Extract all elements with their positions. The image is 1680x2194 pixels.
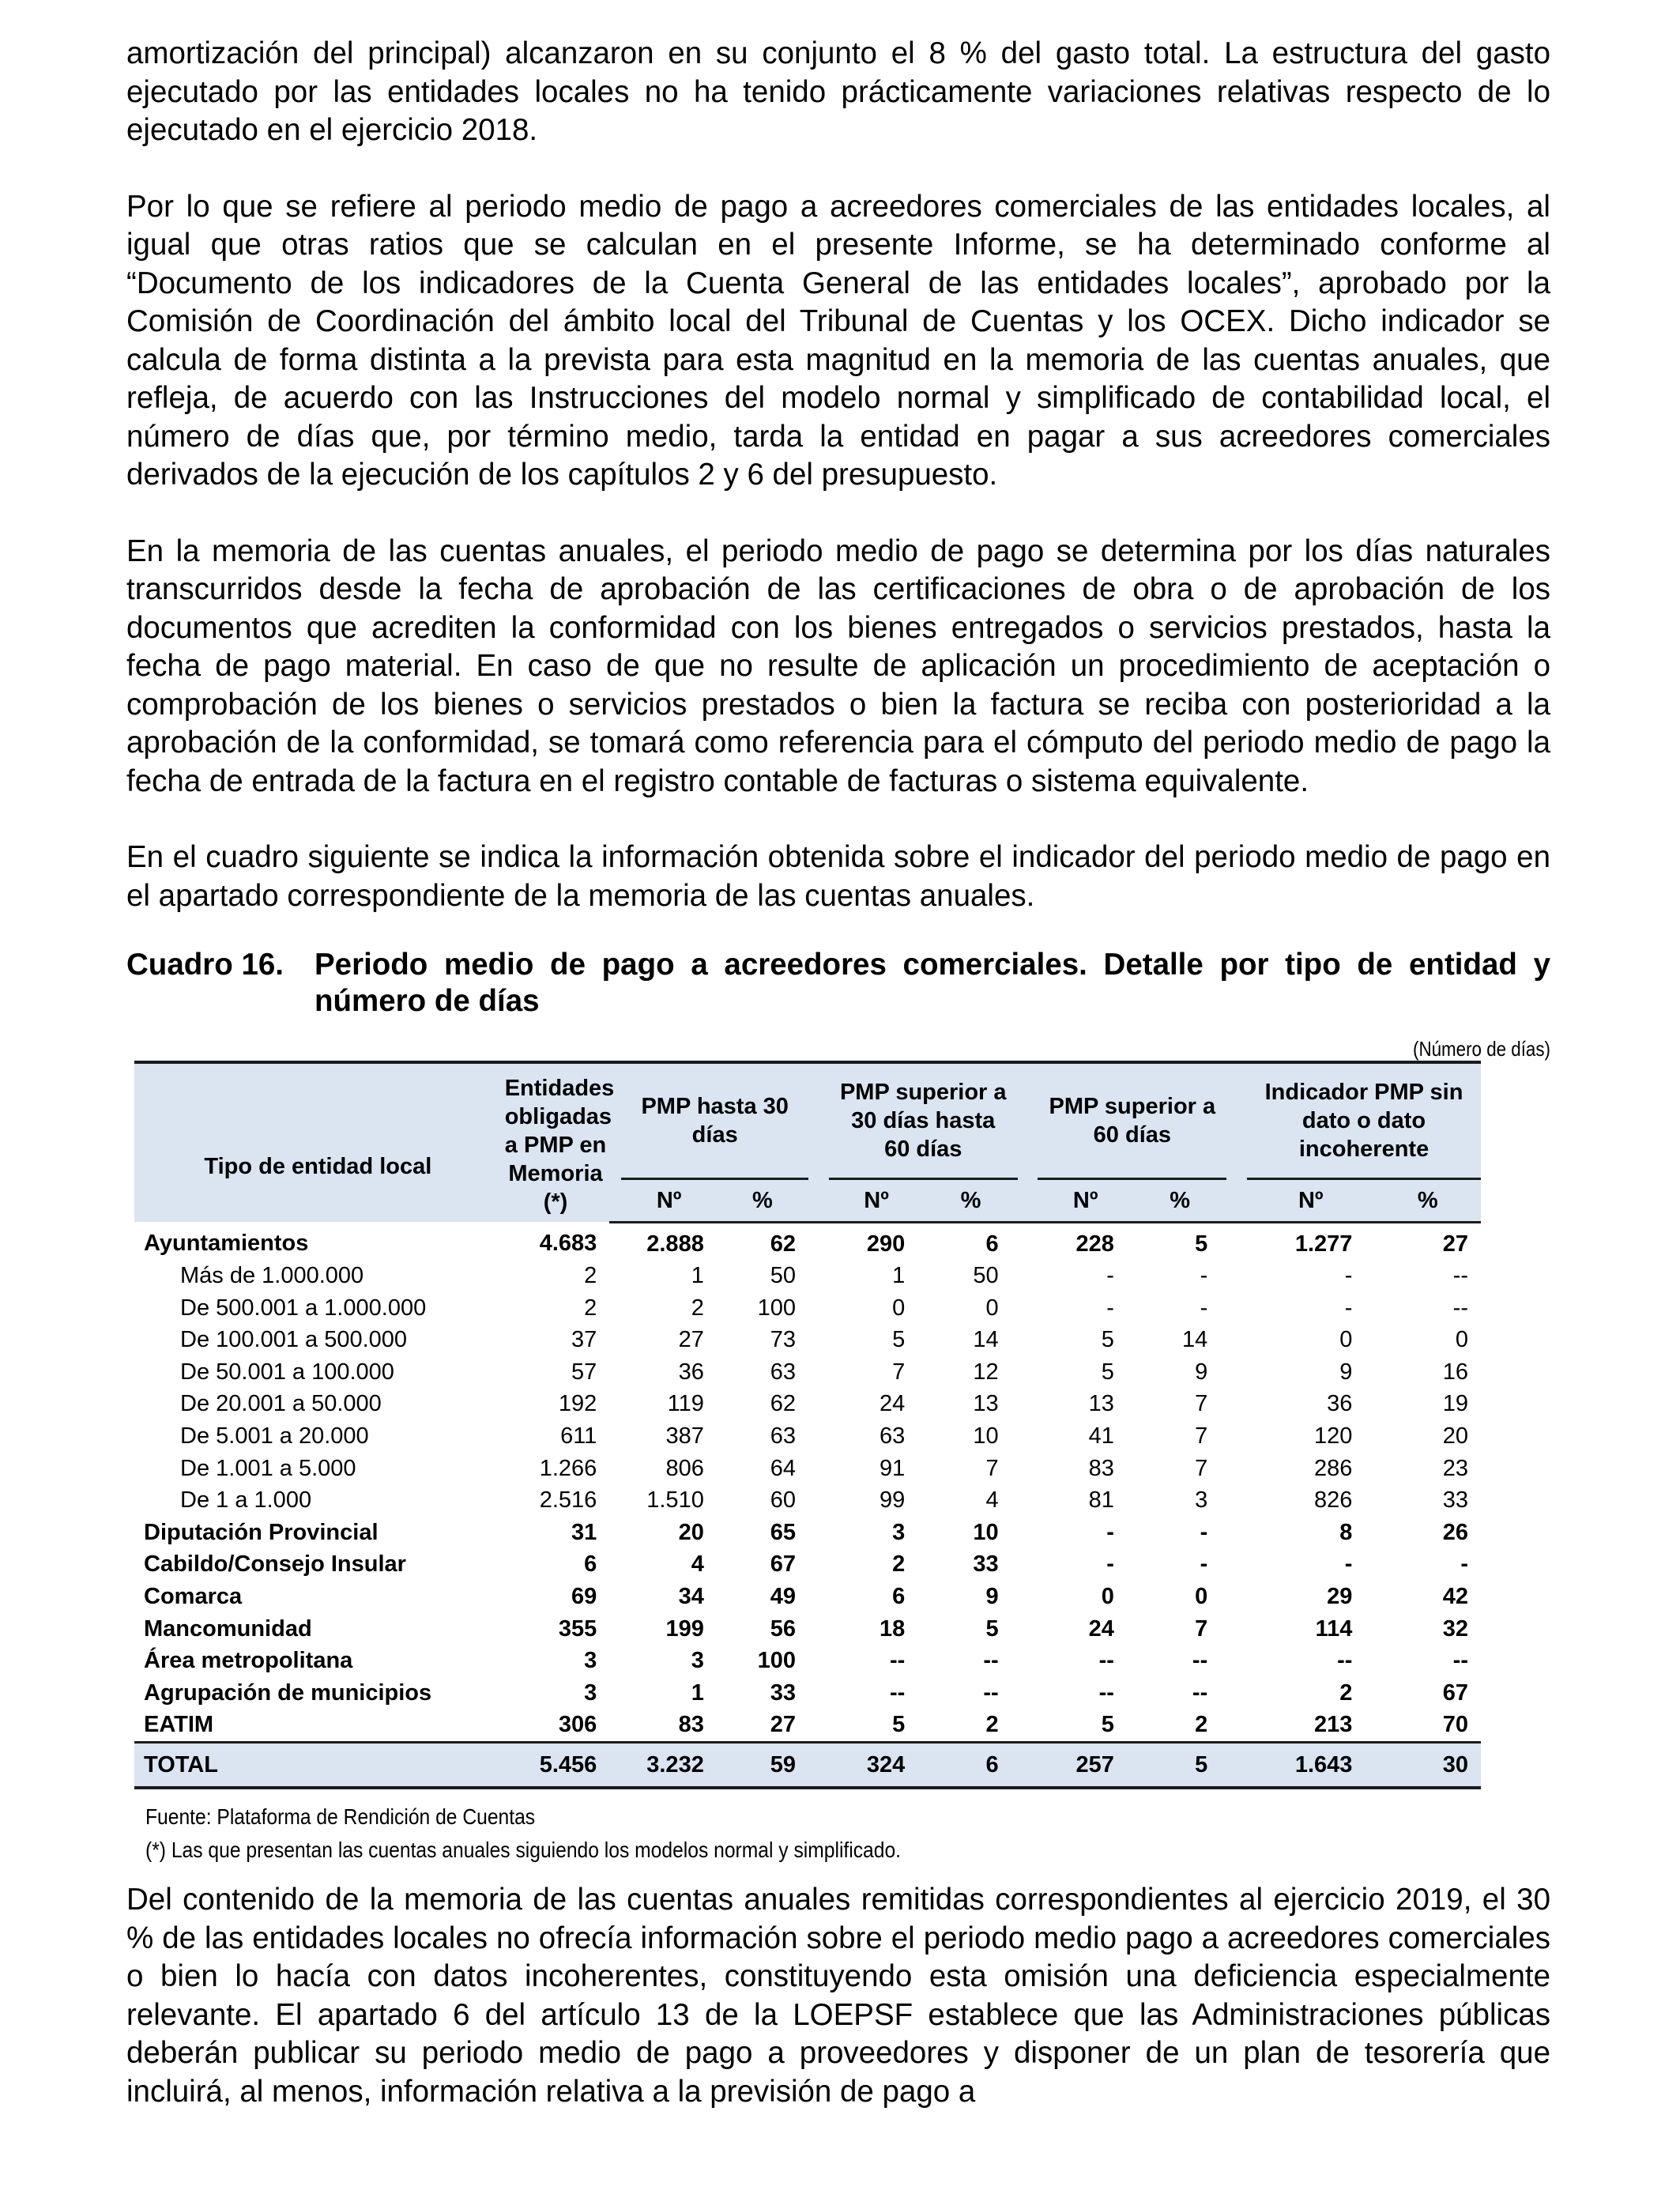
spacer-cell (808, 1548, 829, 1581)
table-cell: 324 (829, 1743, 924, 1789)
row-label: De 50.001 a 100.000 (180, 1359, 394, 1385)
table-cell: 27 (678, 1327, 704, 1353)
table-cell: 2 (691, 1295, 704, 1321)
spacer-cell (808, 1613, 829, 1646)
spacer-cell (1018, 1484, 1038, 1517)
table-cell: 31 (571, 1519, 597, 1545)
table-cell: 5 (1101, 1327, 1114, 1353)
table-cell: 1.643 (1247, 1743, 1374, 1789)
table-row (134, 1356, 1481, 1389)
spacer-cell (609, 1517, 621, 1549)
table-cell: 5.456 (502, 1743, 610, 1789)
spacer-cell (1226, 1743, 1247, 1789)
paragraph-5: Del contenido de la memoria de las cuentas anuales remitidas correspondientes al ejercicio 2019, el 30 % de las entidades locales no ofrecía información sobre el periodo medio pago a acreedores comerciales o bien lo hacía con datos incoherentes, constituyendo esta omisión una deficiencia especialmente relevante. El apartado 6 del artículo 13 de la LOEPSF establece que las Administraciones públicas deberán publicar su periodo medio de pago a proveedores y disponer de un plan de tesorería que incluirá, al menos, información relativa a la previsión de pago a (126, 1883, 1550, 2109)
table-cell: 36 (1327, 1391, 1353, 1417)
table-cell: 3 (584, 1679, 597, 1706)
subheader-n: Nº (1247, 1178, 1374, 1222)
spacer-cell (1018, 1420, 1038, 1453)
table-cell: 3 (892, 1519, 906, 1545)
table-cell: 12 (973, 1359, 999, 1385)
spacer-cell (1018, 1613, 1038, 1646)
spacer-cell (1018, 1453, 1038, 1485)
spacer-cell (609, 1743, 621, 1789)
table-cell: -- (889, 1648, 906, 1674)
table-cell: 81 (1088, 1487, 1114, 1514)
table-cell: 69 (571, 1584, 597, 1610)
table-cell: -- (1452, 1648, 1468, 1674)
table-cell: 290 (866, 1231, 906, 1257)
table-cell: 306 (558, 1712, 597, 1738)
table-cell: 63 (770, 1359, 797, 1385)
spacer-cell (1226, 1548, 1247, 1581)
table-cell: -- (1098, 1648, 1114, 1674)
table-cell: 24 (880, 1391, 906, 1417)
table-cell: 83 (1088, 1455, 1114, 1481)
spacer-cell (808, 1517, 829, 1549)
row-label: Área metropolitana (144, 1648, 353, 1674)
header-group-2: PMP superior a 30 días hasta 60 días (829, 1062, 1018, 1178)
table-cell: - (1200, 1551, 1208, 1578)
spacer-cell (808, 1581, 829, 1613)
table-cell: 33 (770, 1679, 797, 1706)
table-cell: 27 (770, 1712, 797, 1738)
spacer-cell (609, 1260, 621, 1292)
spacer-cell (1226, 1645, 1247, 1677)
table-row (134, 1677, 1481, 1710)
header-tipo: Tipo de entidad local (134, 1062, 502, 1222)
table-cell: -- (1452, 1263, 1468, 1289)
table-cell: 3.232 (621, 1743, 716, 1789)
table-row (134, 1222, 1481, 1260)
table-cell: -- (983, 1679, 999, 1706)
row-label: TOTAL (134, 1743, 502, 1789)
table-cell: 6 (584, 1551, 597, 1578)
table-cell: 6 (892, 1584, 906, 1610)
spacer-cell (808, 1260, 829, 1292)
header-group-1: PMP hasta 30 días (621, 1062, 808, 1178)
table-cell: 1.510 (646, 1487, 704, 1514)
table-cell: 5 (1101, 1359, 1114, 1385)
spacer-cell (609, 1292, 621, 1325)
table-cell: 23 (1442, 1455, 1468, 1481)
table-cell: 192 (558, 1391, 597, 1417)
spacer-cell (808, 1222, 829, 1260)
spacer-cell (1018, 1709, 1038, 1742)
spacer-cell (808, 1453, 829, 1485)
table-cell: 5 (892, 1327, 906, 1353)
table-cell: - (1106, 1551, 1114, 1578)
table-caption (126, 947, 1550, 1020)
table-cell: 13 (1088, 1391, 1114, 1417)
table-row (134, 1517, 1481, 1549)
table-cell: 5 (892, 1712, 906, 1738)
table-cell: 32 (1442, 1615, 1468, 1642)
table-cell: -- (1192, 1679, 1208, 1706)
spacer-cell (1226, 1420, 1247, 1453)
table-cell: 5 (1133, 1743, 1226, 1789)
spacer-cell (808, 1484, 829, 1517)
table-cell: 611 (560, 1423, 597, 1449)
spacer-cell (1226, 1292, 1247, 1325)
table-row (134, 1453, 1481, 1485)
spacer-cell (1226, 1613, 1247, 1646)
table-cell: 62 (770, 1391, 797, 1417)
spacer-cell (1226, 1388, 1247, 1420)
table-cell: 63 (880, 1423, 906, 1449)
table-cell: 8 (1339, 1519, 1353, 1545)
subheader-n: Nº (621, 1178, 716, 1222)
spacer-cell (1226, 1356, 1247, 1389)
paragraph-1: amortización del principal) alcanzaron en su conjunto el 8 % del gasto total. La estructura del gasto ejecutado por las entidades locales no ha tenido prácticamente variaciones relativas respecto de lo ejecutado en el ejercicio 2018. (126, 36, 1550, 147)
table-cell: - (1200, 1519, 1208, 1545)
table-cell: 10 (973, 1519, 999, 1545)
spacer-cell (1018, 1222, 1038, 1260)
table-cell: 7 (892, 1359, 906, 1385)
paragraph-3: En la memoria de las cuentas anuales, el periodo medio de pago se determina por los días naturales transcurridos desde la fecha de aprobación de las certificaciones de obra o de aprobación de los documentos que acrediten la conformidad con los bienes entregados o servicios prestados, hasta la fecha de pago material. En caso de que no resulte de aplicación un procedimiento de aceptación o comprobación de los bienes o servicios prestados o bien la factura se reciba con posterioridad a la aprobación de la conformidad, se tomará como referencia para el cómputo del periodo medio de pago la fecha de entrada de la factura en el registro contable de facturas o sistema equivalente. (126, 533, 1550, 798)
table-cell: 1 (691, 1263, 704, 1289)
table-cell: 0 (985, 1295, 999, 1321)
table-cell: 2.516 (539, 1487, 597, 1514)
table-cell: 60 (770, 1487, 797, 1514)
spacer-cell (1018, 1677, 1038, 1710)
table-cell: 33 (973, 1551, 999, 1578)
table-cell: - (1460, 1551, 1468, 1578)
table-cell: 24 (1088, 1615, 1114, 1642)
source-note: Fuente: Plataforma de Rendición de Cuentas (145, 1804, 536, 1829)
table-row (134, 1260, 1481, 1292)
spacer-cell (609, 1709, 621, 1742)
table-cell: 7 (1195, 1423, 1208, 1449)
table-body (134, 1222, 1481, 1788)
spacer-cell (1018, 1517, 1038, 1549)
table-cell: 199 (665, 1615, 704, 1642)
table-cell: 37 (571, 1327, 597, 1353)
table-cell: 16 (1442, 1359, 1468, 1385)
spacer-cell (609, 1388, 621, 1420)
table-cell: 70 (1442, 1712, 1468, 1738)
paragraph-4: En el cuadro siguiente se indica la información obtenida sobre el indicador del periodo medio de pago en el apartado correspondiente de la memoria de las cuentas anuales. (126, 840, 1550, 913)
table-cell: 83 (678, 1712, 704, 1738)
table-cell: 9 (1195, 1359, 1208, 1385)
table-cell: 1 (892, 1263, 906, 1289)
table-cell: 57 (571, 1359, 597, 1385)
spacer-cell (609, 1645, 621, 1677)
spacer-cell (609, 1581, 621, 1613)
table-cell: 2 (584, 1263, 597, 1289)
spacer-cell (609, 1484, 621, 1517)
spacer-cell (808, 1388, 829, 1420)
spacer-cell (1226, 1677, 1247, 1710)
table-cell: 826 (1314, 1487, 1353, 1514)
table-cell: 9 (985, 1584, 999, 1610)
subheader-pct: % (1133, 1178, 1226, 1222)
table-cell: 4 (691, 1551, 704, 1578)
table-cell: 56 (770, 1615, 797, 1642)
table-cell: 2 (892, 1551, 906, 1578)
spacer-cell (609, 1548, 621, 1581)
row-label: Comarca (144, 1584, 243, 1610)
pmp-table (134, 1061, 1481, 1789)
spacer-cell (1018, 1645, 1038, 1677)
spacer-cell (808, 1743, 829, 1789)
table-cell: 1.277 (1294, 1231, 1353, 1257)
table-cell: 4 (985, 1487, 999, 1514)
table-cell: 2 (1195, 1712, 1208, 1738)
table-cell: 91 (880, 1455, 906, 1481)
document-page (126, 35, 1550, 2111)
table-cell: 30 (1374, 1743, 1481, 1789)
units-note: (Número de días) (1413, 1037, 1550, 1061)
row-label: Cabildo/Consejo Insular (144, 1551, 406, 1578)
table-cell: 20 (1442, 1423, 1468, 1449)
spacer-cell (1018, 1292, 1038, 1325)
row-label: Agrupación de municipios (144, 1679, 432, 1706)
table-cell: - (1106, 1295, 1114, 1321)
table-cell: - (1106, 1519, 1114, 1545)
spacer-cell (609, 1420, 621, 1453)
spacer-cell (1226, 1324, 1247, 1356)
table-cell: 0 (1195, 1584, 1208, 1610)
table-cell: 50 (973, 1263, 999, 1289)
table-cell: 18 (880, 1615, 906, 1642)
header-group-3: PMP superior a 60 días (1038, 1062, 1226, 1178)
table-cell: 355 (558, 1615, 597, 1642)
header-obligadas: Entidades obligadas a PMP en Memoria (*) (502, 1062, 610, 1222)
table-cell: 2.888 (646, 1231, 704, 1257)
table-cell: - (1344, 1263, 1353, 1289)
table-cell: 2 (584, 1295, 597, 1321)
table-cell: 62 (770, 1231, 797, 1257)
table-cell: 13 (973, 1391, 999, 1417)
table-cell: 34 (678, 1584, 704, 1610)
table-cell: 286 (1314, 1455, 1353, 1481)
table-cell: - (1106, 1263, 1114, 1289)
table-cell: 5 (1195, 1231, 1208, 1257)
table-cell: 42 (1442, 1584, 1468, 1610)
table-cell: 19 (1442, 1391, 1468, 1417)
table-cell: -- (1337, 1648, 1353, 1674)
table-cell: 27 (1442, 1231, 1468, 1257)
spacer-cell (808, 1645, 829, 1677)
table-cell: 41 (1088, 1423, 1114, 1449)
header-group-4: Indicador PMP sin dato o dato incoherente (1247, 1062, 1481, 1178)
row-label: De 1 a 1.000 (180, 1487, 312, 1514)
table-cell: 2 (985, 1712, 999, 1738)
table-cell: 7 (1195, 1615, 1208, 1642)
table-cell: 65 (770, 1519, 797, 1545)
spacer-cell (1226, 1581, 1247, 1613)
row-label: Diputación Provincial (144, 1519, 379, 1545)
spacer-cell (1226, 1453, 1247, 1485)
table-cell: 26 (1442, 1519, 1468, 1545)
table-cell: - (1344, 1551, 1353, 1578)
table-row (134, 1645, 1481, 1677)
table-cell: 1 (691, 1679, 704, 1706)
spacer-cell (808, 1709, 829, 1742)
spacer-cell (1226, 1517, 1247, 1549)
spacer-cell (808, 1420, 829, 1453)
table-cell: 2 (1339, 1679, 1353, 1706)
table-cell: 5 (1101, 1712, 1114, 1738)
subheader-n: Nº (1038, 1178, 1132, 1222)
caption-number: Cuadro 16. (126, 948, 284, 982)
table-cell: 67 (770, 1551, 797, 1578)
table-cell: 0 (1339, 1327, 1353, 1353)
spacer-cell (808, 1356, 829, 1389)
row-label: Mancomunidad (144, 1615, 312, 1642)
spacer-cell (808, 1292, 829, 1325)
spacer-cell (808, 1677, 829, 1710)
spacer-cell (1018, 1581, 1038, 1613)
spacer-cell (609, 1356, 621, 1389)
spacer-cell (609, 1613, 621, 1646)
table-cell: 9 (1339, 1359, 1353, 1385)
spacer-cell (1018, 1548, 1038, 1581)
table-cell: - (1200, 1263, 1208, 1289)
row-label: Más de 1.000.000 (180, 1263, 364, 1289)
row-label: Ayuntamientos (144, 1230, 309, 1256)
row-label: EATIM (144, 1712, 214, 1738)
row-label: De 500.001 a 1.000.000 (180, 1295, 427, 1321)
table-cell: 50 (770, 1263, 797, 1289)
subheader-n: Nº (829, 1178, 924, 1222)
table-row (134, 1613, 1481, 1646)
footnote: (*) Las que presentan las cuentas anuales siguiendo los modelos normal y simplificado. (145, 1838, 902, 1862)
spacer-cell (609, 1324, 621, 1356)
table-cell: 228 (1075, 1231, 1114, 1257)
table-cell: - (1344, 1295, 1353, 1321)
table-cell: 3 (1195, 1487, 1208, 1514)
spacer-cell (1018, 1356, 1038, 1389)
table-cell: 7 (985, 1455, 999, 1481)
table-cell: 3 (584, 1648, 597, 1674)
table-cell: 29 (1327, 1584, 1353, 1610)
spacer-cell (609, 1453, 621, 1485)
table-row (134, 1581, 1481, 1613)
spacer-cell (1018, 1388, 1038, 1420)
table-cell: 120 (1314, 1423, 1353, 1449)
table-cell: 5 (985, 1615, 999, 1642)
table-cell: 10 (973, 1423, 999, 1449)
row-label: De 5.001 a 20.000 (180, 1423, 369, 1449)
caption-title: Periodo medio de pago a acreedores comerciales. Detalle por tipo de entidad y número de días (315, 948, 1550, 1018)
table-cell: 0 (1455, 1327, 1468, 1353)
table-cell: -- (889, 1679, 906, 1706)
table-cell: 73 (770, 1327, 797, 1353)
table-cell: 100 (757, 1295, 797, 1321)
table-cell: - (1200, 1295, 1208, 1321)
subheader-pct: % (717, 1178, 808, 1222)
table-cell: 119 (667, 1391, 704, 1417)
table-cell: 4.683 (539, 1230, 597, 1256)
spacer-cell (1226, 1709, 1247, 1742)
table-cell: 14 (973, 1327, 999, 1353)
table-cell: 0 (892, 1295, 906, 1321)
table-cell: 99 (880, 1487, 906, 1514)
table-cell: 67 (1442, 1679, 1468, 1706)
spacer-cell (1226, 1222, 1247, 1260)
row-label: De 20.001 a 50.000 (180, 1391, 382, 1417)
table-cell: 387 (665, 1423, 704, 1449)
subheader-pct: % (1374, 1178, 1481, 1222)
table-row (134, 1420, 1481, 1453)
spacer-cell (1018, 1743, 1038, 1789)
table-cell: 7 (1195, 1455, 1208, 1481)
spacer-cell (609, 1677, 621, 1710)
row-label: De 100.001 a 500.000 (180, 1327, 408, 1353)
table-cell: 49 (770, 1584, 797, 1610)
table-cell: 64 (770, 1455, 797, 1481)
table-cell: 59 (717, 1743, 808, 1789)
table-row (134, 1324, 1481, 1356)
table-cell: 3 (691, 1648, 704, 1674)
table-cell: -- (1452, 1295, 1468, 1321)
table-notes (145, 1800, 1550, 1867)
table-row (134, 1709, 1481, 1742)
spacer-cell (609, 1222, 621, 1260)
table-cell: 213 (1314, 1712, 1353, 1738)
table-cell: 20 (678, 1519, 704, 1545)
table-cell: 114 (1315, 1615, 1353, 1642)
paragraph-2: Por lo que se refiere al periodo medio de pago a acreedores comerciales de las entidades locales, al igual que otras ratios que se calculan en el presente Informe, se ha determinado conforme al “Documento de los indicadores de la Cuenta General de las entidades locales”, aprobado por la Comisión de Coordinación del ámbito local del Tribunal de Cuentas y los OCEX. Dicho indicador se calcula de forma distinta a la prevista para esta magnitud en la memoria de las cuentas anuales, que refleja, de acuerdo con las Instrucciones del modelo normal y simplificado de contabilidad local, el número de días que, por término medio, tarda la entidad en pagar a sus acreedores comerciales derivados de la ejecución de los capítulos 2 y 6 del presupuesto. (126, 189, 1550, 492)
table-cell: 806 (665, 1455, 704, 1481)
table-cell: 14 (1181, 1327, 1208, 1353)
spacer-cell (808, 1324, 829, 1356)
table-cell: 7 (1195, 1391, 1208, 1417)
spacer-cell (1226, 1260, 1247, 1292)
table-cell: -- (1192, 1648, 1208, 1674)
table-cell: 0 (1101, 1584, 1114, 1610)
row-label: De 1.001 a 5.000 (180, 1455, 356, 1481)
table-cell: 36 (678, 1359, 704, 1385)
table-row (134, 1484, 1481, 1517)
table-row (134, 1388, 1481, 1420)
table-cell: 100 (757, 1648, 797, 1674)
spacer-cell (1018, 1324, 1038, 1356)
table-cell: 33 (1442, 1487, 1468, 1514)
total-row (134, 1743, 1481, 1789)
table-cell: -- (1098, 1679, 1114, 1706)
table-cell: 63 (770, 1423, 797, 1449)
subheader-pct: % (924, 1178, 1017, 1222)
spacer-cell (1018, 1260, 1038, 1292)
table-cell: 257 (1038, 1743, 1132, 1789)
table-row (134, 1292, 1481, 1325)
table-cell: -- (983, 1648, 999, 1674)
table-cell: 6 (924, 1743, 1017, 1789)
table-cell: 1.266 (539, 1455, 597, 1481)
spacer-cell (1226, 1484, 1247, 1517)
table-row (134, 1548, 1481, 1581)
table-cell: 6 (985, 1231, 999, 1257)
